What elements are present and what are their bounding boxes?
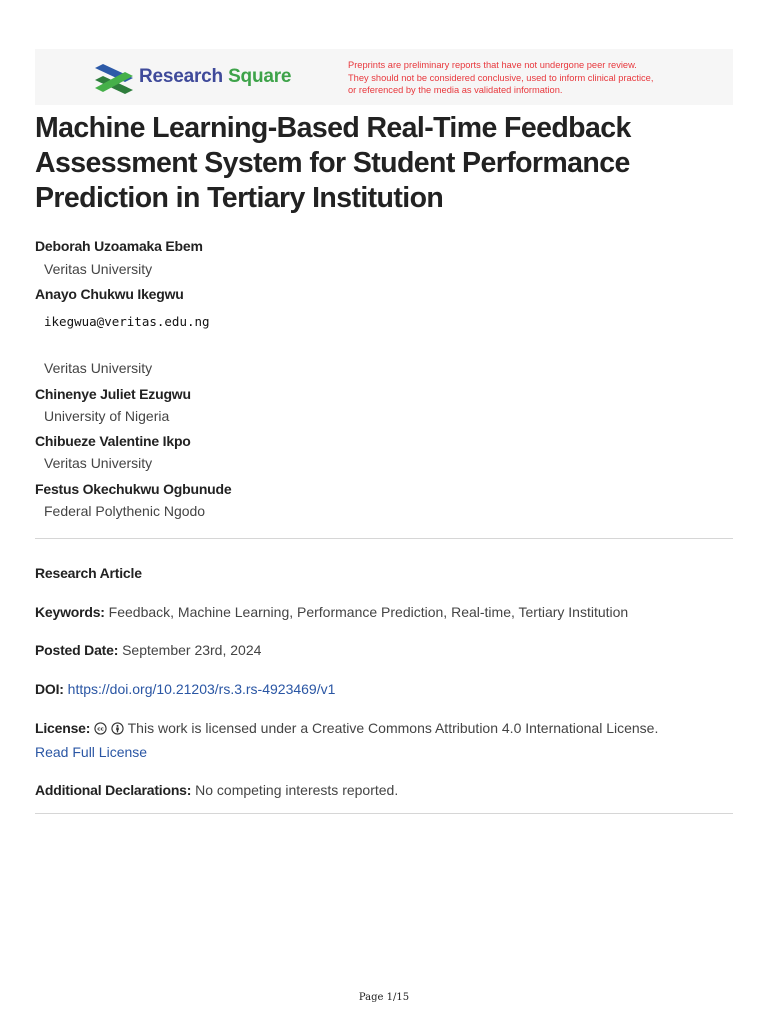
declarations-row [35,782,398,798]
brand-word-square: Square [228,66,292,87]
license-label: License: [35,720,91,736]
svg-text:cc: cc [97,726,104,733]
declarations-label: Additional Declarations: [35,782,192,798]
creative-commons-icon [94,722,107,735]
author-name: Festus Okechukwu Ogbunude [35,481,232,497]
preprint-disclaimer [348,59,653,97]
disclaimer-line: They should not be considered conclusive, used to inform clinical practice, [348,72,654,83]
posted-date-value: September 23rd, 2024 [122,642,262,658]
doi-link[interactable]: https://doi.org/10.21203/rs.3.rs-4923469/v1 [67,681,336,697]
preprint-banner [35,49,733,105]
disclaimer-line: Preprints are preliminary reports that have not undergone peer review. [348,60,637,70]
keywords-row [35,604,628,620]
author-name: Chinenye Juliet Ezugwu [35,386,191,402]
declarations-value: No competing interests reported. [195,782,399,798]
read-full-license-link[interactable]: Read Full License [35,744,148,760]
brand-name[interactable] [139,66,291,88]
keywords-label: Keywords: [35,604,105,620]
author-name: Anayo Chukwu Ikegwu [35,286,184,302]
title-line: Machine Learning-Based Real-Time Feedback [35,112,631,144]
disclaimer-line: or referenced by the media as validated information. [348,85,563,95]
article-type-label: Research Article [35,565,142,581]
keywords-value: Feedback, Machine Learning, Performance Prediction, Real-time, Tertiary Institution [108,604,629,620]
author-affiliation: Federal Polythenic Ngodo [44,503,206,519]
author-name: Deborah Uzoamaka Ebem [35,238,203,254]
license-text: This work is licensed under a Creative Commons Attribution 4.0 International License. [127,720,659,736]
page-number: Page 1/15 [358,992,410,1003]
author-affiliation: Veritas University [44,455,153,471]
author-affiliation: Veritas University [44,360,153,376]
license-row [35,720,658,736]
title-line: Assessment System for Student Performance [35,147,630,179]
doi-label: DOI: [35,681,64,697]
posted-date-label: Posted Date: [35,642,119,658]
author-affiliation: Veritas University [44,261,153,277]
research-square-logo-icon [93,64,135,94]
divider [35,813,733,814]
title-line: Prediction in Tertiary Institution [35,182,444,214]
author-affiliation: University of Nigeria [44,408,170,424]
author-email[interactable]: ikegwua@veritas.edu.ng [44,314,210,329]
posted-date-row [35,642,261,658]
attribution-icon [111,722,124,735]
divider [35,538,733,539]
doi-row [35,681,335,697]
brand-word-research: Research [139,66,223,87]
author-name: Chibueze Valentine Ikpo [35,433,191,449]
article-type [35,565,142,581]
paper-title [35,111,735,216]
